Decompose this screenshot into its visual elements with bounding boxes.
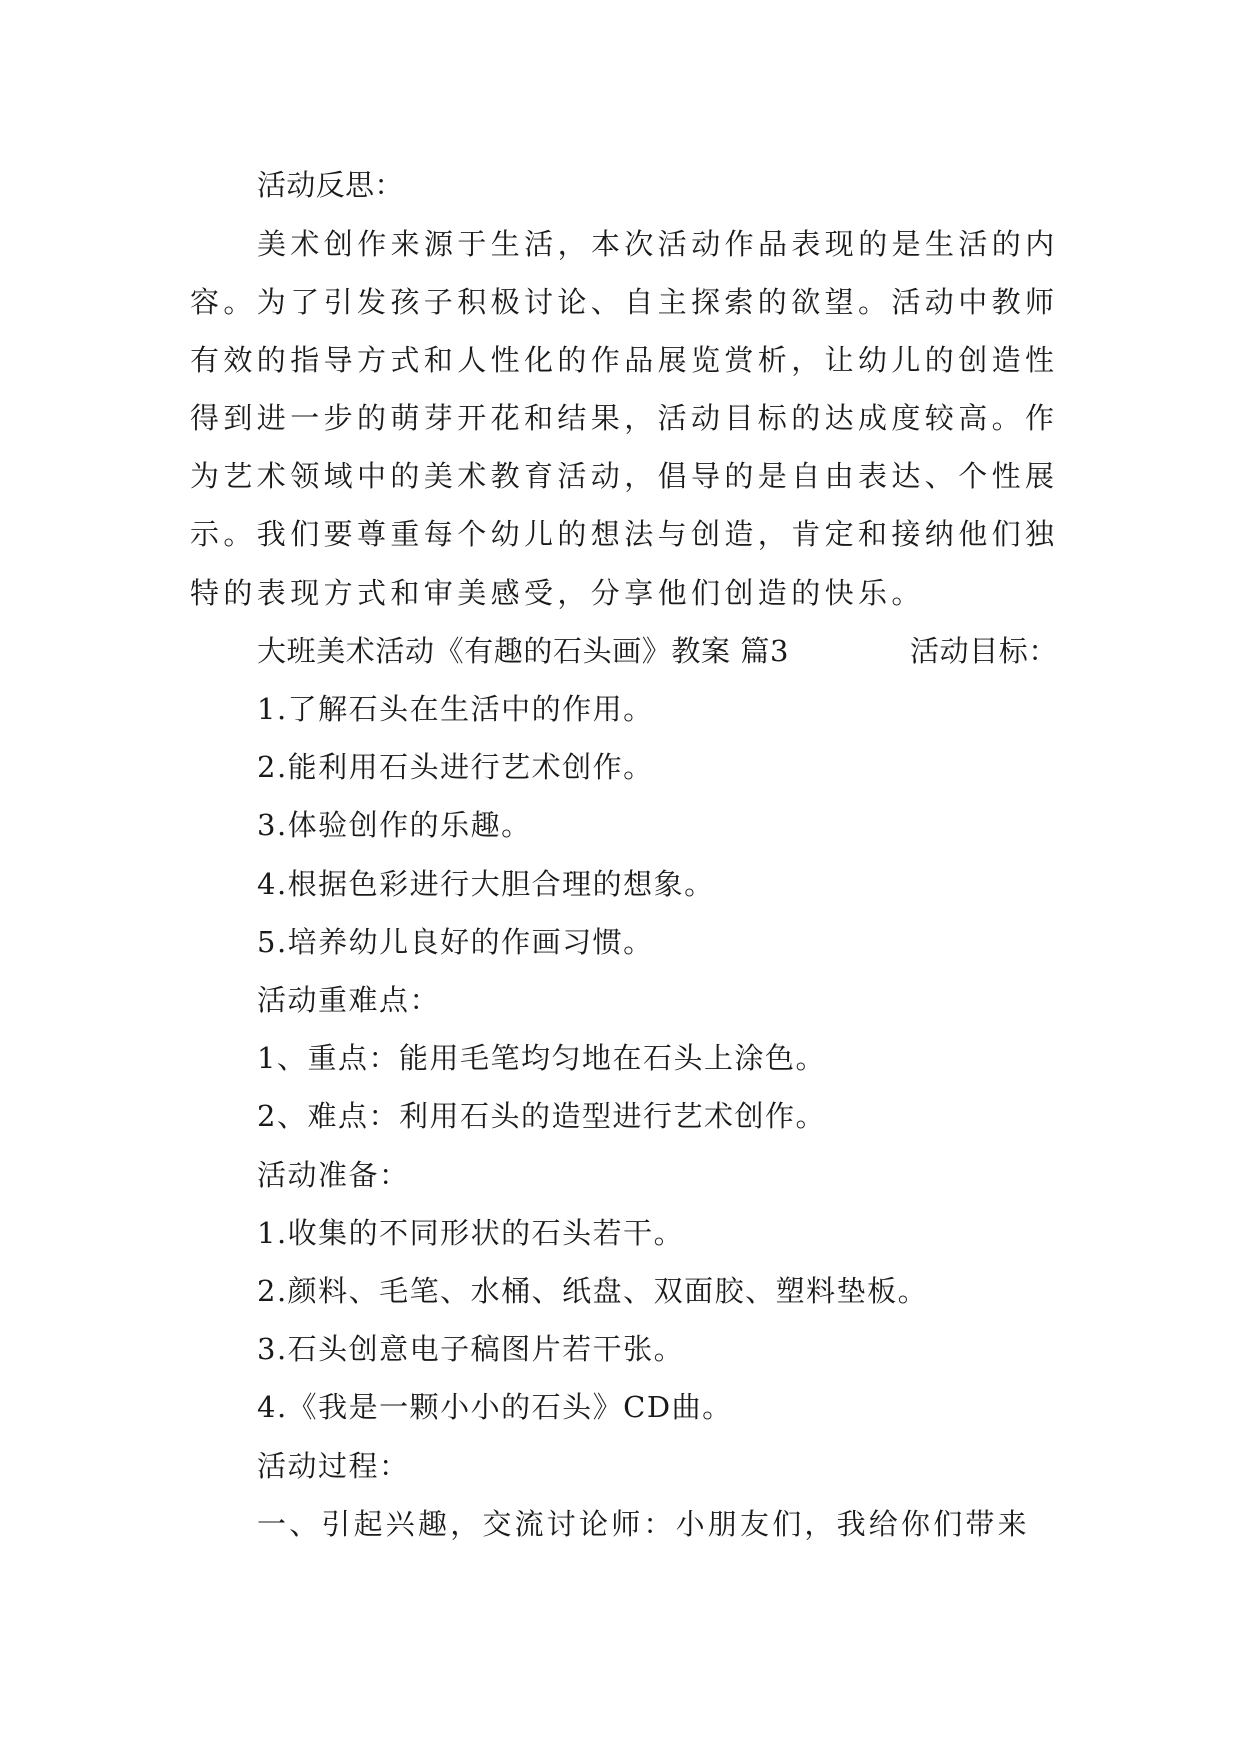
heading-activity-reflection: 活动反思： — [257, 168, 404, 202]
heading-key-points: 活动重难点： — [257, 983, 441, 1017]
list-item: 3.体验创作的乐趣。 — [257, 808, 532, 842]
paragraph-line: 容。为了引发孩子积极讨论、自主探索的欲望。活动中教师 — [190, 285, 1059, 319]
paragraph-line: 为艺术领域中的美术教育活动，倡导的是自由表达、个性展 — [190, 459, 1059, 493]
paragraph-line: 美术创作来源于生活，本次活动作品表现的是生活的内 — [257, 227, 1059, 261]
list-item: 1.了解石头在生活中的作用。 — [257, 692, 654, 726]
heading-activity-goals: 活动目标： — [910, 634, 1059, 668]
list-item: 3.石头创意电子稿图片若干张。 — [257, 1332, 685, 1366]
section-title: 大班美术活动《有趣的石头画》教案 篇3 — [257, 634, 790, 668]
list-item: 2、难点：利用石头的造型进行艺术创作。 — [257, 1099, 826, 1133]
list-item: 1、重点：能用毛笔均匀地在石头上涂色。 — [257, 1041, 826, 1075]
list-item: 4.《我是一颗小小的石头》CD曲。 — [257, 1390, 733, 1424]
list-item: 4.根据色彩进行大胆合理的想象。 — [257, 867, 715, 901]
list-item: 1.收集的不同形状的石头若干。 — [257, 1216, 685, 1250]
list-item: 2.颜料、毛笔、水桶、纸盘、双面胶、塑料垫板。 — [257, 1274, 929, 1308]
heading-preparation: 活动准备： — [257, 1158, 410, 1192]
paragraph-line: 得到进一步的萌芽开花和结果，活动目标的达成度较高。作 — [190, 401, 1059, 435]
paragraph-line: 示。我们要尊重每个幼儿的想法与创造，肯定和接纳他们独 — [190, 517, 1059, 551]
heading-activity-process: 活动过程： — [257, 1449, 410, 1483]
paragraph-line: 有效的指导方式和人性化的作品展览赏析，让幼儿的创造性 — [190, 343, 1059, 377]
list-item: 5.培养幼儿良好的作画习惯。 — [257, 925, 654, 959]
list-item: 2.能利用石头进行艺术创作。 — [257, 750, 654, 784]
paragraph-line: 一、引起兴趣，交流讨论师：小朋友们，我给你们带来 — [257, 1507, 1030, 1541]
paragraph-line: 特的表现方式和审美感受，分享他们创造的快乐。 — [190, 576, 925, 610]
